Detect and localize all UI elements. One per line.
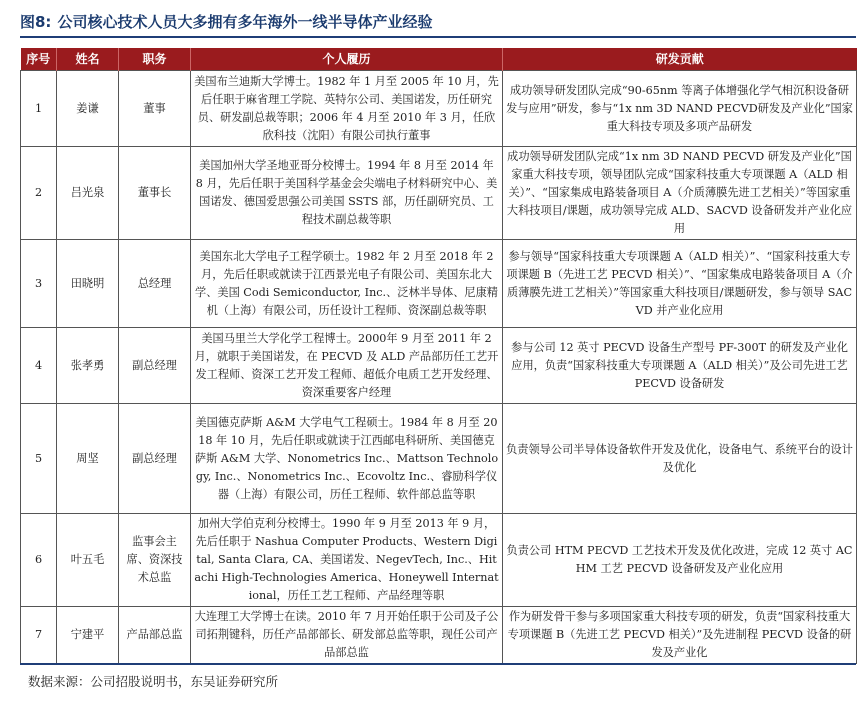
header-name: 姓名 (57, 48, 119, 71)
cell-position: 董事 (119, 71, 191, 147)
cell-no: 2 (21, 147, 57, 240)
cell-position: 产品部总监 (119, 607, 191, 664)
header-contribution: 研发贡献 (503, 48, 857, 71)
figure-title: 公司核心技术人员大多拥有多年海外一线半导体产业经验 (57, 12, 433, 31)
table-row (21, 514, 857, 607)
table-row (21, 240, 857, 328)
cell-position: 总经理 (119, 240, 191, 328)
cell-resume: 加州大学伯克利分校博士。1990 年 9 月至 2013 年 9 月，先后任职于 Nashua Computer Products、Western Digital, Santa Clara, CA、美国诺发、NegevTech, Inc.、Hitachi High-Technologies America、Honeywell International，历任工艺工程师、产品经理等职 (191, 514, 503, 607)
cell-resume: 大连理工大学博士在读。2010 年 7 月开始任职于公司及子公司拓荆键科，历任产品部部长、研发部总监等职，现任公司产品部总监 (191, 607, 503, 664)
table-header-row (21, 48, 857, 71)
table-row (21, 147, 857, 240)
cell-contribution: 参与领导“国家科技重大专项课题 A（ALD 相关）”、“国家科技重大专项课题 B（先进工艺 PECVD 相关）”、“国家集成电路装备项目 A（介质薄膜先进工艺相关）”等国家重大科技项目/课题研发，参与领导 SACVD 并产业化应用 (503, 240, 857, 328)
cell-no: 5 (21, 404, 57, 514)
table-row (21, 404, 857, 514)
table-row (21, 71, 857, 147)
table-row (21, 607, 857, 664)
cell-position: 监事会主席、资深技术总监 (119, 514, 191, 607)
cell-name: 张孝勇 (57, 328, 119, 404)
cell-contribution: 成功领导研发团队完成“90-65nm 等离子体增强化学气相沉积设备研发与应用”研发，参与“1x nm 3D NAND PECVD研发及产业化”国家重大科技专项及多项产品研发 (503, 71, 857, 147)
cell-resume: 美国东北大学电子工程学硕士。1982 年 2 月至 2018 年 2 月，先后任职或就读于江西景光电子有限公司、美国东北大学、美国 Codi Semiconductor, Inc.、泛林半导体、尼康精机（上海）有限公司，历任设计工程师、资深副总裁等职 (191, 240, 503, 328)
cell-resume: 美国布兰迪斯大学博士。1982 年 1 月至 2005 年 10 月，先后任职于麻省理工学院、英特尔公司、美国诺发，历任研究员、研发副总裁等职；2006 年 4 月至 2010 年 3 月，任欣欣科技（沈阳）有限公司执行董事 (191, 71, 503, 147)
cell-resume: 美国马里兰大学化学工程博士。2000年 9 月至 2011 年 2 月，就职于美国诺发，在 PECVD 及 ALD 产品部历任工艺开发工程师、资深工艺开发工程师、超低介电质工艺开发经理、资深重要客户经理 (191, 328, 503, 404)
header-no: 序号 (21, 48, 57, 71)
table-row (21, 328, 857, 404)
cell-name: 叶五毛 (57, 514, 119, 607)
cell-position: 董事长 (119, 147, 191, 240)
cell-resume: 美国德克萨斯 A&M 大学电气工程硕士。1984 年 8 月至 2018 年 10 月，先后任职或就读于江西邮电科研所、美国德克萨斯 A&M 大学、Nonometrics Inc.、Mattson Technology, Inc.、Nonometrics Inc.、Ecovoltz Inc.、睿励科学仪器（上海）有限公司，历任工程师、软件部总监等职 (191, 404, 503, 514)
cell-position: 副总经理 (119, 328, 191, 404)
source-note: 数据来源：公司招股说明书，东吴证券研究所 (28, 674, 279, 689)
cell-contribution: 参与公司 12 英寸 PECVD 设备生产型号 PF-300T 的研发及产业化应用，负责“国家科技重大专项课题 A（ALD 相关）”及公司先进工艺 PECVD 设备研发 (503, 328, 857, 404)
cell-name: 吕光泉 (57, 147, 119, 240)
title-divider (20, 36, 856, 38)
cell-no: 1 (21, 71, 57, 147)
figure-title-bar (20, 8, 856, 34)
cell-position: 副总经理 (119, 404, 191, 514)
cell-name: 田晓明 (57, 240, 119, 328)
cell-name: 周坚 (57, 404, 119, 514)
header-resume: 个人履历 (191, 48, 503, 71)
cell-no: 4 (21, 328, 57, 404)
cell-name: 宁建平 (57, 607, 119, 664)
cell-no: 7 (21, 607, 57, 664)
cell-resume: 美国加州大学圣地亚哥分校博士。1994 年 8 月至 2014 年 8 月，先后任职于美国科学基金会尖端电子材料研究中心、美国诺发、德国爱思强公司美国 SSTS 部，历任副研究员、工程技术副总裁等职 (191, 147, 503, 240)
figure-label: 图8: (20, 12, 52, 31)
cell-no: 6 (21, 514, 57, 607)
core-staff-table (20, 48, 857, 664)
cell-contribution: 成功领导研发团队完成“1x nm 3D NAND PECVD 研发及产业化”国家重大科技专项，领导团队完成“国家科技重大专项课题 A（ALD 相关）”、“国家集成电路装备项目 A（介质薄膜先进工艺相关）”等国家重大科技项目/课题，成功领导完成 ALD、SACVD 设备研发并产业化应用 (503, 147, 857, 240)
cell-no: 3 (21, 240, 57, 328)
cell-contribution: 负责领导公司半导体设备软件开发及优化，设备电气、系统平台的设计及优化 (503, 404, 857, 514)
cell-contribution: 作为研发骨干参与多项国家重大科技专项的研发，负责“国家科技重大专项课题 B（先进工艺 PECVD 相关）”及先进制程 PECVD 设备的研发及产业化 (503, 607, 857, 664)
cell-contribution: 负责公司 HTM PECVD 工艺技术开发及优化改进，完成 12 英寸 ACHM 工艺 PECVD 设备研发及产业化应用 (503, 514, 857, 607)
bottom-divider (20, 663, 856, 665)
header-position: 职务 (119, 48, 191, 71)
cell-name: 姜谦 (57, 71, 119, 147)
